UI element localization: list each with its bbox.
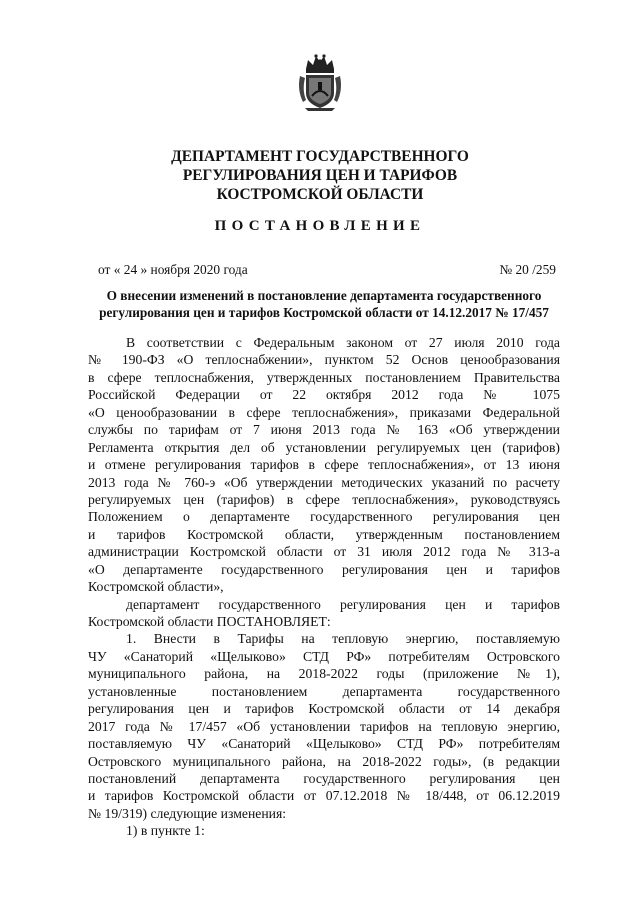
body-line: и тарифов Костромской области от 07.12.2018 № 18/448, от 06.12.2019	[88, 788, 560, 804]
document-number: № 20 /259	[499, 262, 556, 277]
document-body	[88, 334, 560, 840]
body-line: № 19/319) следующие изменения:	[88, 805, 287, 821]
body-line: Островского муниципального района, на 2018-2022 годы», (в редакции	[88, 753, 560, 769]
body-line: администрации Костромской области от 31 июля 2012 года № 313-а	[88, 544, 560, 560]
coat-of-arms-icon	[297, 52, 343, 112]
org-line-3: КОСТРОМСКОЙ ОБЛАСТИ	[216, 186, 424, 203]
body-line: в сфере теплоснабжения, утвержденных постановлением Правительства	[88, 369, 560, 385]
body-line: 1) в пункте 1:	[126, 823, 205, 839]
document-title	[88, 287, 560, 321]
body-line: департамент государственного регулирования цен и тарифов	[126, 596, 560, 612]
body-line: и тарифов Костромской области, утвержденным постановлением	[88, 526, 560, 542]
body-line: 2013 года № 760-э «Об утверждении методических указаний по расчету	[88, 474, 560, 490]
body-line: поставляемую ЧУ «Санаторий «Щелыково» СТД РФ» потребителям	[88, 736, 560, 752]
body-line: № 190-ФЗ «О теплоснабжении», пунктом 52 Основ ценообразования	[88, 352, 560, 368]
organization-name	[80, 147, 560, 204]
title-line-2: регулирования цен и тарифов Костромской области от 14.12.2017 № 17/457	[99, 305, 549, 320]
body-line: Российской Федерации от 22 октября 2012 года № 1075	[88, 387, 560, 403]
org-line-2: РЕГУЛИРОВАНИЯ ЦЕН И ТАРИФОВ	[182, 167, 458, 184]
body-line: «О департаменте государственного регулирования цен и тарифов	[88, 561, 560, 577]
document-date: от « 24 » ноября 2020 года	[98, 262, 248, 277]
body-line: регулируемых цен (тарифов) в сфере теплоснабжения», руководствуясь	[88, 491, 560, 507]
body-line: постановлений департамента государственного регулирования цен	[88, 770, 560, 786]
title-line-1: О внесении изменений в постановление департамента государственного	[106, 288, 542, 303]
document-type-heading: ПОСТАНОВЛЕНИЕ	[214, 218, 426, 234]
body-line: В соответствии с Федеральным законом от 27 июля 2010 года	[126, 335, 560, 350]
body-line: Регламента открытия дел об установлении регулируемых цен (тарифов)	[88, 439, 560, 455]
body-line: Костромской области»,	[88, 579, 224, 595]
org-line-1: ДЕПАРТАМЕНТ ГОСУДАРСТВЕННОГО	[171, 148, 469, 165]
body-line: ЧУ «Санаторий «Щелыково» СТД РФ» потребителям Островского	[88, 648, 560, 664]
body-line: 1. Внести в Тарифы на тепловую энергию, поставляемую	[126, 631, 560, 647]
body-line: муниципального района, на 2018-2022 годы (приложение №1),	[88, 666, 560, 682]
body-line: «О ценообразовании в сфере теплоснабжения», приказами Федеральной	[88, 404, 560, 420]
body-line: и отмене регулирования тарифов в сфере теплоснабжения», от 13 июня	[88, 457, 560, 473]
body-line: Положением о департаменте государственного регулирования цен	[88, 509, 560, 525]
body-line: установленные постановлением департамента государственного	[88, 683, 560, 699]
body-line: Костромской области ПОСТАНОВЛЯЕТ:	[88, 614, 331, 630]
body-line: службы по тарифам от 7 июня 2013 года № 163 «Об утверждении	[88, 422, 560, 438]
body-line: 2017 года № 17/457 «Об установлении тарифов на тепловую энергию,	[88, 718, 560, 734]
body-line: регулирования цен и тарифов Костромской области от 14 декабря	[88, 701, 560, 717]
